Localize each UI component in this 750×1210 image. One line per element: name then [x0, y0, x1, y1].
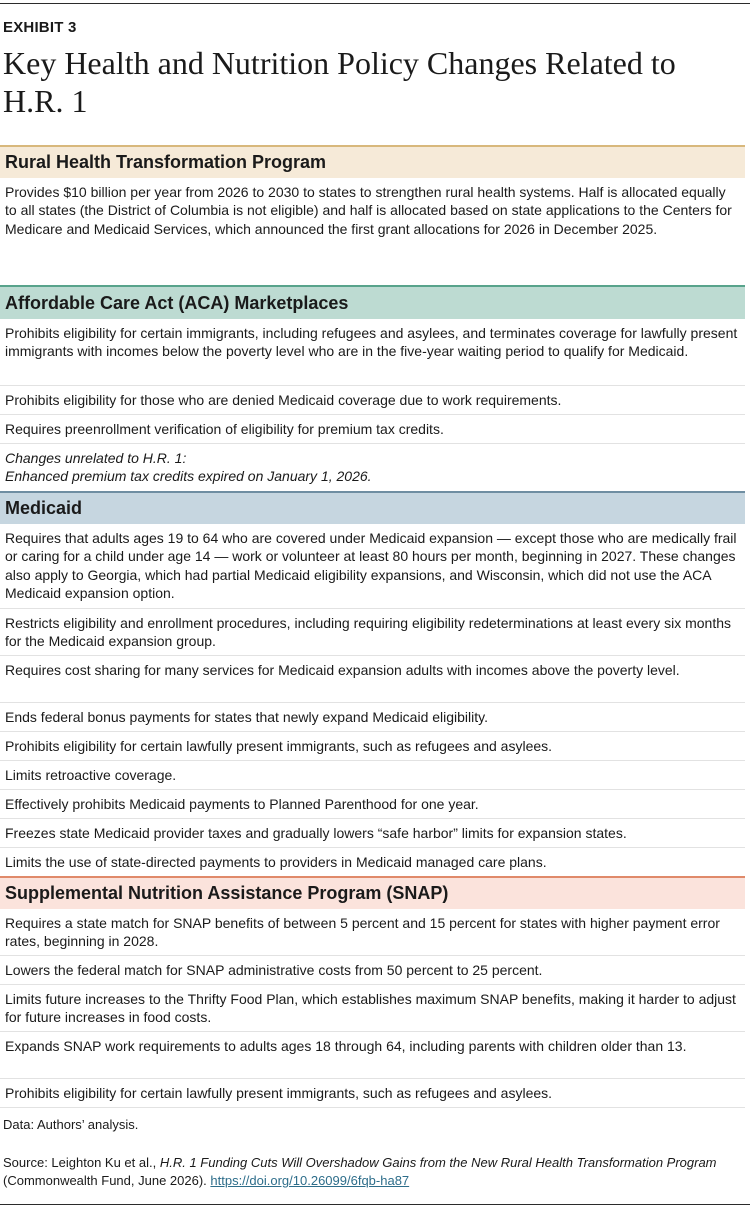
table-row: Provides $10 billion per year from 2026 to 2030 to states to strengthen rural health systems. Half is allocated equally to all states (the District of Columbia is not eligible) and half is allocated based on state applications to the Centers for Medicare and Medicaid Services, which announced the first grant allocations for 2026 in December 2025. — [5, 184, 732, 237]
table-row: Restricts eligibility and enrollment procedures, including requiring eligibility redeterminations at least every six months for the Medicaid expansion group. — [0, 609, 745, 656]
source-suffix: (Commonwealth Fund, June 2026). — [3, 1173, 211, 1188]
data-note: Data: Authors’ analysis. — [3, 1117, 139, 1132]
table-row: Prohibits eligibility for certain lawfully present immigrants, such as refugees and asylees. — [0, 732, 745, 761]
table-row: Expands SNAP work requirements to adults ages 18 through 64, including parents with children older than 13. — [0, 1032, 745, 1079]
table-row: Requires that adults ages 19 to 64 who are covered under Medicaid expansion — except those who are medically frail or caring for a child under age 14 — work or volunteer at least 80 hours per month, beginning in 2027. These changes also apply to Georgia, which had partial Medicaid eligibility expansions, and Wisconsin, which did not use the ACA Medicaid expansion option. — [0, 524, 745, 609]
source-citation — [3, 1154, 738, 1190]
table-row: Ends federal bonus payments for states that newly expand Medicaid eligibility. — [0, 703, 745, 732]
section-header-aca: Affordable Care Act (ACA) Marketplaces — [0, 285, 745, 319]
note-label: Changes unrelated to H.R. 1: — [5, 450, 187, 466]
table-row: Limits future increases to the Thrifty Food Plan, which establishes maximum SNAP benefits, making it harder to adjust for future increases in food costs. — [0, 985, 745, 1032]
note-text: Enhanced premium tax credits expired on January 1, 2026. — [5, 468, 372, 485]
source-title: H.R. 1 Funding Cuts Will Overshadow Gains from the New Rural Health Transformation Program — [159, 1155, 717, 1170]
top-rule — [0, 3, 750, 4]
bottom-rule — [0, 1204, 750, 1205]
table-row: Prohibits eligibility for certain lawfully present immigrants, such as refugees and asylees. — [0, 1079, 745, 1108]
section-header-medicaid: Medicaid — [0, 491, 745, 524]
table-row: Freezes state Medicaid provider taxes and gradually lowers “safe harbor” limits for expansion states. — [0, 819, 745, 848]
source-prefix: Source: Leighton Ku et al., — [3, 1155, 160, 1170]
table-row: Effectively prohibits Medicaid payments to Planned Parenthood for one year. — [0, 790, 745, 819]
table-row: Limits retroactive coverage. — [0, 761, 745, 790]
table-row: Requires cost sharing for many services for Medicaid expansion adults with incomes above the poverty level. — [0, 656, 745, 703]
table-row: Limits the use of state-directed payments to providers in Medicaid managed care plans. — [5, 854, 547, 870]
table-row: Lowers the federal match for SNAP administrative costs from 50 percent to 25 percent. — [0, 956, 745, 985]
page-title: Key Health and Nutrition Policy Changes Related to H.R. 1 — [3, 45, 676, 119]
section-header-rural-health: Rural Health Transformation Program — [0, 145, 745, 178]
section-header-snap: Supplemental Nutrition Assistance Program (SNAP) — [0, 876, 745, 909]
doi-link[interactable]: https://doi.org/10.26099/6fqb-ha87 — [210, 1173, 410, 1188]
table-row: Requires preenrollment verification of eligibility for premium tax credits. — [0, 415, 745, 444]
table-row-note — [0, 444, 745, 491]
table-row: Prohibits eligibility for certain immigrants, including refugees and asylees, and terminates coverage for lawfully present immigrants with incomes below the poverty level who are in the five-year waiting period to qualify for Medicaid. — [0, 319, 745, 386]
table-row: Requires a state match for SNAP benefits of between 5 percent and 15 percent for states with higher payment error rates, beginning in 2028. — [0, 909, 745, 956]
table-row: Prohibits eligibility for those who are denied Medicaid coverage due to work requirements. — [0, 386, 745, 415]
exhibit-label: EXHIBIT 3 — [3, 19, 77, 36]
policy-table — [0, 145, 745, 1108]
